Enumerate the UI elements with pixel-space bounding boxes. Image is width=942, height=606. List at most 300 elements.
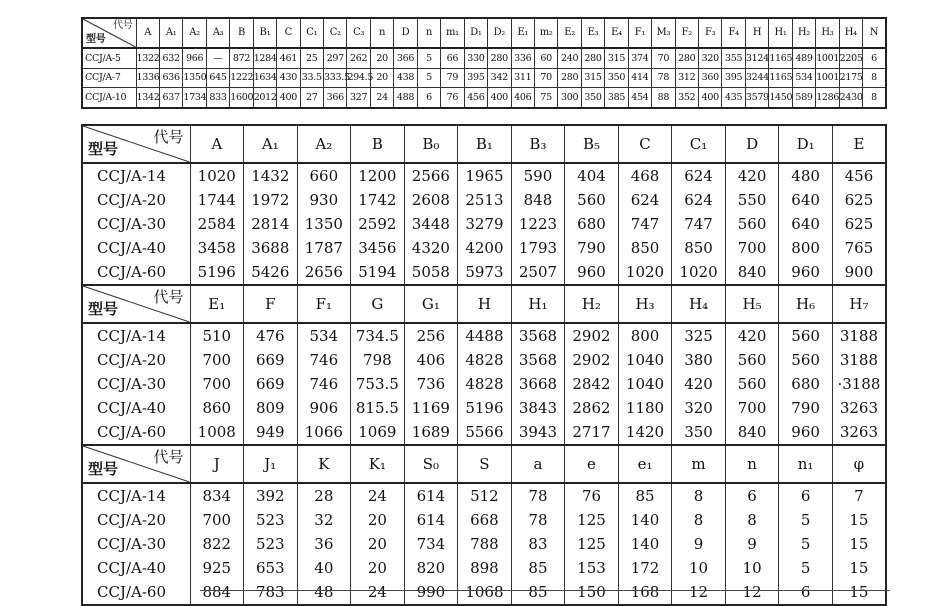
value-cell: 78 <box>511 483 565 508</box>
value-cell: 765 <box>832 236 886 260</box>
value-cell: 6 <box>863 48 886 68</box>
column-header: φ <box>832 445 886 483</box>
value-cell: 1223 <box>511 212 565 236</box>
value-cell: 3188 <box>832 323 886 348</box>
value-cell: 4828 <box>458 348 512 372</box>
column-header: n <box>417 18 440 48</box>
model-cell: CCJ/A-10 <box>82 88 136 108</box>
value-cell: 15 <box>832 580 886 605</box>
value-cell: 534 <box>297 323 351 348</box>
value-cell: 400 <box>488 88 511 108</box>
value-cell: 523 <box>244 508 298 532</box>
table-row <box>82 323 886 348</box>
value-cell: 8 <box>672 508 726 532</box>
value-cell: 10 <box>725 556 779 580</box>
value-cell: 27 <box>300 88 323 108</box>
value-cell: 589 <box>792 88 815 108</box>
model-cell: CCJ/A-14 <box>82 323 190 348</box>
value-cell: 2902 <box>565 348 619 372</box>
value-cell: 6 <box>779 580 833 605</box>
value-cell: 1169 <box>404 396 458 420</box>
value-cell: 1689 <box>404 420 458 445</box>
value-cell: 925 <box>190 556 244 580</box>
value-cell: 1222 <box>230 68 253 87</box>
value-cell: 489 <box>792 48 815 68</box>
value-cell: 33.5 <box>300 68 323 87</box>
value-cell: 848 <box>511 188 565 212</box>
column-header: H <box>745 18 768 48</box>
value-cell: 2608 <box>404 188 458 212</box>
value-cell: 1787 <box>297 236 351 260</box>
column-header: C <box>618 125 672 163</box>
table-row <box>82 420 886 445</box>
value-cell: 32 <box>297 508 351 532</box>
column-header: E₁ <box>511 18 534 48</box>
value-cell: 3568 <box>511 323 565 348</box>
value-cell: 297 <box>324 48 347 68</box>
value-cell: 640 <box>779 188 833 212</box>
column-header: n <box>725 445 779 483</box>
value-cell: 1734 <box>183 88 206 108</box>
value-cell: 734.5 <box>351 323 405 348</box>
value-cell: 790 <box>565 236 619 260</box>
value-cell: 3448 <box>404 212 458 236</box>
value-cell: 2175 <box>839 68 862 87</box>
column-header: F₄ <box>722 18 745 48</box>
column-header: H₅ <box>725 285 779 323</box>
value-cell: 385 <box>605 88 628 108</box>
value-cell: 325 <box>672 323 726 348</box>
value-cell: 454 <box>628 88 651 108</box>
value-cell: 1972 <box>244 188 298 212</box>
value-cell: 8 <box>863 88 886 108</box>
column-header: H₃ <box>618 285 672 323</box>
value-cell: 400 <box>277 88 300 108</box>
value-cell: 1450 <box>769 88 792 108</box>
value-cell: 669 <box>244 372 298 396</box>
value-cell: 625 <box>832 212 886 236</box>
column-header: H₂ <box>565 285 619 323</box>
value-cell: 350 <box>581 88 604 108</box>
value-cell: 20 <box>370 68 393 87</box>
column-header: C₁ <box>672 125 726 163</box>
value-cell: 280 <box>558 68 581 87</box>
value-cell: 315 <box>605 48 628 68</box>
value-cell: 5058 <box>404 260 458 285</box>
value-cell: 2430 <box>839 88 862 108</box>
value-cell: 680 <box>779 372 833 396</box>
value-cell: 3244 <box>745 68 768 87</box>
value-cell: 906 <box>297 396 351 420</box>
value-cell: 438 <box>394 68 417 87</box>
value-cell: 2842 <box>565 372 619 396</box>
value-cell: 66 <box>441 48 464 68</box>
code-label: 代号 <box>113 20 133 31</box>
value-cell: 15 <box>832 532 886 556</box>
model-cell: CCJ/A-60 <box>82 580 190 605</box>
column-header: H₄ <box>672 285 726 323</box>
value-cell: 736 <box>404 372 458 396</box>
value-cell: 20 <box>351 532 405 556</box>
value-cell: 172 <box>618 556 672 580</box>
value-cell: 6 <box>725 483 779 508</box>
value-cell: 700 <box>190 372 244 396</box>
corner-header-cell <box>82 18 136 48</box>
value-cell: 2592 <box>351 212 405 236</box>
column-header: D₁ <box>779 125 833 163</box>
value-cell: 1165 <box>769 48 792 68</box>
value-cell: 366 <box>394 48 417 68</box>
value-cell: 560 <box>725 348 779 372</box>
column-header: M₃ <box>652 18 675 48</box>
value-cell: 1742 <box>351 188 405 212</box>
value-cell: 28 <box>297 483 351 508</box>
column-header: J <box>190 445 244 483</box>
value-cell: 480 <box>779 163 833 188</box>
column-header: F₂ <box>675 18 698 48</box>
value-cell: 6 <box>779 483 833 508</box>
table-row <box>82 88 886 108</box>
value-cell: 820 <box>404 556 458 580</box>
column-header: H₄ <box>839 18 862 48</box>
value-cell: 949 <box>244 420 298 445</box>
value-cell: 700 <box>725 236 779 260</box>
column-header: C <box>277 18 300 48</box>
column-header: B₀ <box>404 125 458 163</box>
value-cell: 2205 <box>839 48 862 68</box>
table-row <box>82 508 886 532</box>
value-cell: 1336 <box>136 68 159 87</box>
column-header: A₂ <box>297 125 351 163</box>
value-cell: 860 <box>190 396 244 420</box>
value-cell: 320 <box>699 48 722 68</box>
value-cell: 3279 <box>458 212 512 236</box>
value-cell: 2814 <box>244 212 298 236</box>
value-cell: 1286 <box>816 88 839 108</box>
value-cell: 660 <box>297 163 351 188</box>
value-cell: 668 <box>458 508 512 532</box>
value-cell: 360 <box>699 68 722 87</box>
column-header: A₃ <box>206 18 229 48</box>
value-cell: 24 <box>370 88 393 108</box>
corner-header-cell <box>82 285 190 323</box>
model-label: 型号 <box>86 34 106 45</box>
value-cell: 614 <box>404 508 458 532</box>
dimension-table-large <box>81 124 887 606</box>
column-header: m₂ <box>534 18 557 48</box>
model-cell: CCJ/A-40 <box>82 236 190 260</box>
model-cell: CCJ/A-5 <box>82 48 136 68</box>
value-cell: 840 <box>725 420 779 445</box>
value-cell: 8 <box>725 508 779 532</box>
value-cell: 1008 <box>190 420 244 445</box>
column-header: K₁ <box>351 445 405 483</box>
value-cell: 350 <box>605 68 628 87</box>
column-header: E <box>832 125 886 163</box>
value-cell: 5 <box>779 532 833 556</box>
value-cell: 3579 <box>745 88 768 108</box>
value-cell: 624 <box>618 188 672 212</box>
column-header: a <box>511 445 565 483</box>
column-header: B₃ <box>511 125 565 163</box>
value-cell: 636 <box>159 68 182 87</box>
column-header: S <box>458 445 512 483</box>
value-cell: 5566 <box>458 420 512 445</box>
value-cell: 2513 <box>458 188 512 212</box>
value-cell: 680 <box>565 212 619 236</box>
value-cell: 5196 <box>458 396 512 420</box>
table-row <box>82 348 886 372</box>
header-row <box>82 445 886 483</box>
value-cell: 746 <box>297 348 351 372</box>
value-cell: 990 <box>404 580 458 605</box>
value-cell: 85 <box>511 556 565 580</box>
value-cell: 256 <box>404 323 458 348</box>
value-cell: 150 <box>565 580 619 605</box>
value-cell: 1040 <box>618 372 672 396</box>
model-cell: CCJ/A-30 <box>82 372 190 396</box>
column-header: H₃ <box>816 18 839 48</box>
value-cell: 312 <box>675 68 698 87</box>
value-cell: 3688 <box>244 236 298 260</box>
value-cell: 560 <box>779 323 833 348</box>
value-cell: 78 <box>511 508 565 532</box>
value-cell: 5 <box>417 68 440 87</box>
column-header: e <box>565 445 619 483</box>
bottom-rule <box>200 590 890 591</box>
column-header: m <box>672 445 726 483</box>
value-cell: 40 <box>297 556 351 580</box>
value-cell: 1600 <box>230 88 253 108</box>
value-cell: 800 <box>618 323 672 348</box>
value-cell: 36 <box>297 532 351 556</box>
header-row <box>82 285 886 323</box>
column-header: C₂ <box>324 18 347 48</box>
value-cell: 625 <box>832 188 886 212</box>
value-cell: 1744 <box>190 188 244 212</box>
value-cell: 8 <box>672 483 726 508</box>
value-cell: — <box>206 48 229 68</box>
model-cell: CCJ/A-7 <box>82 68 136 87</box>
column-header: G₁ <box>404 285 458 323</box>
value-cell: 12 <box>725 580 779 605</box>
value-cell: 590 <box>511 163 565 188</box>
value-cell: 333.5 <box>324 68 347 87</box>
value-cell: 624 <box>672 188 726 212</box>
value-cell: 900 <box>832 260 886 285</box>
column-header: B <box>230 18 253 48</box>
value-cell: 300 <box>558 88 581 108</box>
model-label: 型号 <box>88 460 119 478</box>
value-cell: 614 <box>404 483 458 508</box>
value-cell: 3456 <box>351 236 405 260</box>
value-cell: 311 <box>511 68 534 87</box>
value-cell: 3668 <box>511 372 565 396</box>
value-cell: 798 <box>351 348 405 372</box>
value-cell: 400 <box>699 88 722 108</box>
value-cell: 1342 <box>136 88 159 108</box>
value-cell: 966 <box>183 48 206 68</box>
value-cell: 5194 <box>351 260 405 285</box>
value-cell: 25 <box>300 48 323 68</box>
value-cell: 404 <box>565 163 619 188</box>
value-cell: 456 <box>464 88 487 108</box>
value-cell: 430 <box>277 68 300 87</box>
value-cell: 336 <box>511 48 534 68</box>
table-row <box>82 48 886 68</box>
value-cell: 380 <box>672 348 726 372</box>
value-cell: 476 <box>244 323 298 348</box>
column-header: n₁ <box>779 445 833 483</box>
model-cell: CCJ/A-40 <box>82 396 190 420</box>
column-header: B₅ <box>565 125 619 163</box>
column-header: F₁ <box>628 18 651 48</box>
column-header: A <box>190 125 244 163</box>
value-cell: 456 <box>832 163 886 188</box>
column-header: F₁ <box>297 285 351 323</box>
value-cell: 3124 <box>745 48 768 68</box>
value-cell: 262 <box>347 48 370 68</box>
value-cell: 872 <box>230 48 253 68</box>
value-cell: 76 <box>565 483 619 508</box>
code-label: 代号 <box>153 128 184 146</box>
value-cell: 420 <box>725 323 779 348</box>
value-cell: 1350 <box>183 68 206 87</box>
value-cell: 20 <box>351 508 405 532</box>
dimension-table-small <box>81 17 887 109</box>
value-cell: 1165 <box>769 68 792 87</box>
value-cell: 406 <box>511 88 534 108</box>
value-cell: 1066 <box>297 420 351 445</box>
value-cell: 5 <box>779 556 833 580</box>
value-cell: 9 <box>672 532 726 556</box>
value-cell: 140 <box>618 532 672 556</box>
value-cell: 1322 <box>136 48 159 68</box>
value-cell: 2656 <box>297 260 351 285</box>
value-cell: 790 <box>779 396 833 420</box>
value-cell: 700 <box>190 348 244 372</box>
column-header: E₁ <box>190 285 244 323</box>
value-cell: 70 <box>534 68 557 87</box>
value-cell: 2584 <box>190 212 244 236</box>
value-cell: 1001 <box>816 68 839 87</box>
value-cell: 850 <box>672 236 726 260</box>
column-header: K <box>297 445 351 483</box>
column-header: E₂ <box>558 18 581 48</box>
column-header: A₂ <box>183 18 206 48</box>
value-cell: 2566 <box>404 163 458 188</box>
value-cell: 960 <box>779 260 833 285</box>
column-header: B <box>351 125 405 163</box>
value-cell: 320 <box>672 396 726 420</box>
value-cell: 5 <box>417 48 440 68</box>
value-cell: 88 <box>652 88 675 108</box>
table-row <box>82 236 886 260</box>
value-cell: 125 <box>565 508 619 532</box>
model-label: 型号 <box>88 300 119 318</box>
value-cell: 15 <box>832 508 886 532</box>
column-header: J₁ <box>244 445 298 483</box>
value-cell: 7 <box>832 483 886 508</box>
value-cell: 12 <box>672 580 726 605</box>
column-header: D₁ <box>464 18 487 48</box>
table-row <box>82 68 886 87</box>
value-cell: 1793 <box>511 236 565 260</box>
value-cell: 10 <box>672 556 726 580</box>
value-cell: 468 <box>618 163 672 188</box>
model-cell: CCJ/A-20 <box>82 348 190 372</box>
column-header: B₁ <box>458 125 512 163</box>
column-header: S₀ <box>404 445 458 483</box>
value-cell: 75 <box>534 88 557 108</box>
value-cell: 3188 <box>832 348 886 372</box>
value-cell: 70 <box>652 48 675 68</box>
value-cell: 788 <box>458 532 512 556</box>
value-cell: 850 <box>618 236 672 260</box>
model-cell: CCJ/A-20 <box>82 188 190 212</box>
value-cell: 374 <box>628 48 651 68</box>
value-cell: 140 <box>618 508 672 532</box>
value-cell: 2507 <box>511 260 565 285</box>
model-cell: CCJ/A-40 <box>82 556 190 580</box>
column-header: B₁ <box>253 18 276 48</box>
value-cell: 4488 <box>458 323 512 348</box>
value-cell: 5196 <box>190 260 244 285</box>
value-cell: 669 <box>244 348 298 372</box>
value-cell: 960 <box>565 260 619 285</box>
value-cell: 930 <box>297 188 351 212</box>
value-cell: 637 <box>159 88 182 108</box>
value-cell: 753.5 <box>351 372 405 396</box>
value-cell: 840 <box>725 260 779 285</box>
value-cell: 420 <box>672 372 726 396</box>
model-cell: CCJ/A-14 <box>82 163 190 188</box>
value-cell: 809 <box>244 396 298 420</box>
value-cell: 550 <box>725 188 779 212</box>
value-cell: 24 <box>351 483 405 508</box>
value-cell: 414 <box>628 68 651 87</box>
table-row <box>82 556 886 580</box>
table-row <box>82 212 886 236</box>
value-cell: 534 <box>792 68 815 87</box>
value-cell: 1284 <box>253 48 276 68</box>
value-cell: 8 <box>863 68 886 87</box>
value-cell: 125 <box>565 532 619 556</box>
value-cell: 1180 <box>618 396 672 420</box>
column-header: G <box>351 285 405 323</box>
value-cell: 640 <box>779 212 833 236</box>
column-header: H₇ <box>832 285 886 323</box>
column-header: H₁ <box>511 285 565 323</box>
column-header: e₁ <box>618 445 672 483</box>
value-cell: 822 <box>190 532 244 556</box>
value-cell: 2717 <box>565 420 619 445</box>
value-cell: 352 <box>675 88 698 108</box>
table-row <box>82 580 886 605</box>
column-header: H₆ <box>779 285 833 323</box>
value-cell: 1965 <box>458 163 512 188</box>
value-cell: 76 <box>441 88 464 108</box>
value-cell: 512 <box>458 483 512 508</box>
value-cell: 85 <box>511 580 565 605</box>
value-cell: 395 <box>722 68 745 87</box>
value-cell: 342 <box>488 68 511 87</box>
column-header: A₁ <box>159 18 182 48</box>
value-cell: 1432 <box>244 163 298 188</box>
value-cell: 60 <box>534 48 557 68</box>
value-cell: 2902 <box>565 323 619 348</box>
value-cell: 1020 <box>618 260 672 285</box>
